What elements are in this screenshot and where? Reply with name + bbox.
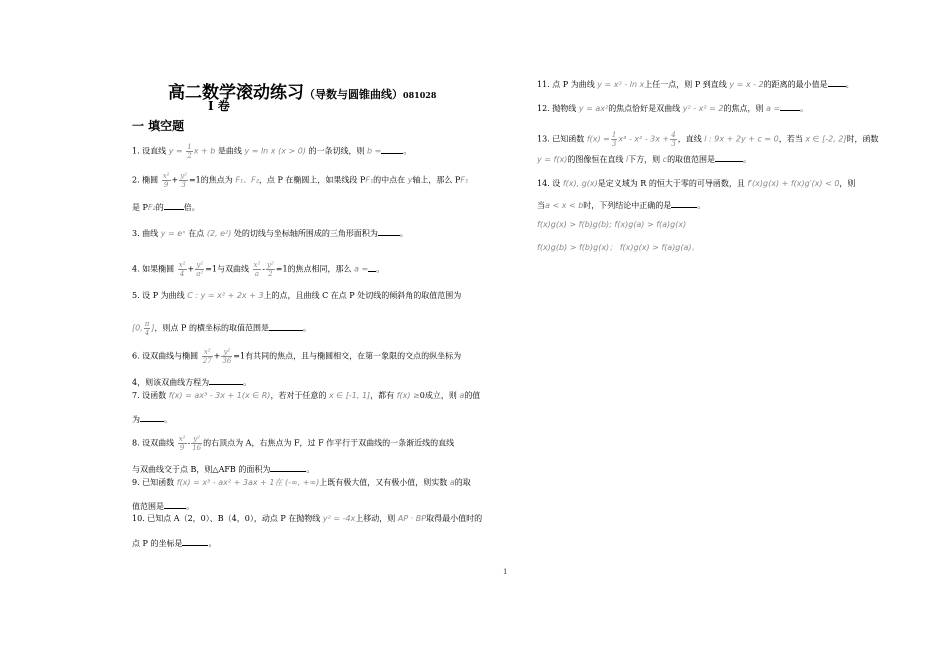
- page-number: 1: [503, 568, 508, 576]
- answer-blank[interactable]: [671, 199, 697, 208]
- question-8: 8. 设双曲线 $\frac{\text{x²}}{9}$ - $\frac{\text{y²}}{16}$ 的右顶点为 A，右焦点为 F，过 F 作平行于双曲线的一条渐近线的直线: [132, 435, 455, 452]
- title-code: 081028: [403, 90, 437, 100]
- question-2-cont: 是 PF₂的 倍。: [132, 203, 200, 212]
- question-12: 12. 抛物线 y = ax²的焦点恰好是双曲线 y² - x² = 2的焦点，则 a = 。: [537, 104, 809, 113]
- question-7-cont: 为 。: [132, 415, 172, 424]
- question-14-option-1: f(x)g(x) > f(b)g(b); f(x)g(a) > f(a)g(x): [537, 220, 687, 229]
- question-5: 5. 设 P 为曲线 C : y = x² + 2x + 3上的点，且曲线 C 在点 P 处切线的倾斜角的取值范围为: [132, 291, 462, 300]
- question-8-cont: 与双曲线交于点 B，则△AFB 的面积为 。: [132, 465, 315, 474]
- answer-blank[interactable]: [270, 463, 306, 472]
- question-3: 3. 曲线 y = eˣ 在点 (2, e²) 处的切线与坐标轴所围成的三角形面积为 。: [132, 229, 408, 238]
- question-4: 4. 如果椭圆 $\frac{\text{x²}}{4}$ + $\frac{\text{y²}}{\text{a²}}$ =1与双曲线 $\frac{\text{x²}}{a}$ - $\frac{\text{y²}}{2}$ =1的焦点相同，那么 a = 。: [132, 261, 385, 278]
- question-11: 11. 点 P 为曲线 y = x² - ln x上任一点，则 P 到直线 y = x - 2的距离的最小值是 。: [537, 80, 854, 89]
- answer-blank[interactable]: [715, 153, 743, 162]
- question-9-cont: 值范围是 。: [132, 502, 194, 511]
- question-7: 7. 设函数 f(x) = ax³ - 3x + 1(x ∈ R)，若对于任意的 x ∈ [-1, 1]，都有 f(x) ≥0成立，则 a的值: [132, 391, 481, 400]
- question-9: 9. 已知函数 f(x) = x³ - ax² + 3ax + 1在 (-∞, +∞)上既有极大值，又有极小值，则实数 a的取: [132, 478, 471, 487]
- answer-blank[interactable]: [182, 537, 208, 546]
- title-subtitle: （导数与圆锥曲线）: [304, 88, 403, 101]
- question-6-cont: 4，则该双曲线方程为 。: [132, 378, 252, 387]
- answer-blank[interactable]: [381, 145, 403, 154]
- question-14-option-2: f(x)g(b) > f(b)g(x)； f(x)g(x) > f(a)g(a)。: [537, 243, 700, 252]
- question-2: 2. 椭圆 $\frac{\text{x²}}{9}$ + $\frac{\text{y²}}{3}$ =1的焦点为 F₁、F₂，点 P 在椭圆上，如果线段 PF₁的中点在 y轴上，那么 PF₁: [132, 172, 469, 189]
- answer-blank[interactable]: [378, 227, 400, 236]
- question-6: 6. 设双曲线与椭圆 $\frac{\text{x²}}{27}$ + $\frac{\text{y²}}{36}$ =1有共同的焦点，且与椭圆相交，在第一象限的交点的纵坐标为: [132, 348, 462, 365]
- question-5-cont: [0, $\frac{\pi}{4}$ ]，则点 P 的横坐标的取值范围是 。: [132, 320, 311, 337]
- answer-blank[interactable]: [164, 500, 186, 509]
- answer-blank[interactable]: [780, 102, 800, 111]
- answer-blank[interactable]: [209, 376, 243, 385]
- question-13-cont: y = f(x)的图像恒在直线 l下方，则 c的取值范围是 。: [537, 155, 752, 164]
- question-14: 14. 设 f(x), g(x)是定义域为 R 的恒大于零的可导函数，且 f′(x)g(x) + f(x)g′(x) < 0，则: [537, 179, 856, 188]
- question-10: 10. 已知点 A（2，0）、B（4，0），动点 P 在抛物线 y² = -4x上移动，则 AP · BP取得最小值时的: [132, 514, 483, 523]
- part-label: Ⅰ 卷: [208, 99, 230, 113]
- question-14-cont: 当a < x < b时，下列结论中正确的是 。: [537, 201, 706, 210]
- question-10-cont: 点 P 的坐标是 。: [132, 539, 217, 548]
- title-text: 高二数学滚动练习: [168, 83, 304, 103]
- answer-blank[interactable]: [164, 201, 184, 210]
- answer-blank[interactable]: [828, 78, 846, 87]
- question-13: 13. 已知函数 f(x) = $\frac{1}{3}$ x³ - x² - 3x + $\frac{4}{3}$ ，直线 l : 9x + 2y + c = 0，若当 x ∈ [-2, 2]时，函数: [537, 131, 879, 148]
- section-heading: 一 填空题: [132, 119, 185, 133]
- answer-blank[interactable]: [140, 413, 164, 422]
- question-1: 1. 设直线 y = $\frac{1}{2}$ x + b 是曲线 y = ln x (x > 0) 的一条切线，则 b = 。: [132, 143, 412, 160]
- answer-blank[interactable]: [269, 322, 303, 331]
